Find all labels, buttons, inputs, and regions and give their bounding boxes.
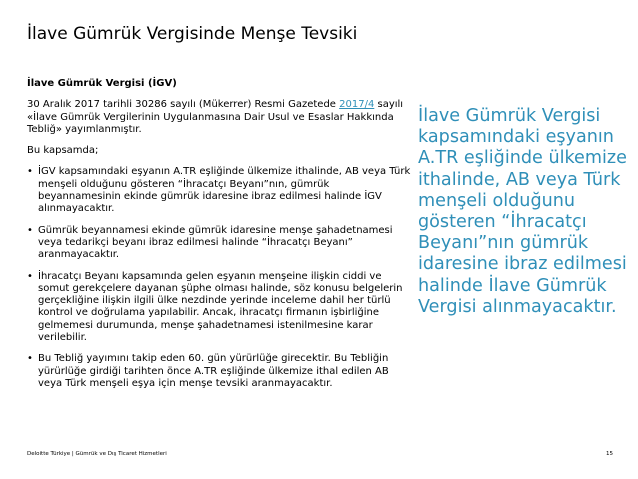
footer-text: Deloitte Türkiye | Gümrük ve Dış Ticaret Hizmetleri bbox=[27, 451, 167, 457]
bullet-text: İGV kapsamındaki eşyanın A.TR eşliğinde ülkemize ithalinde, AB veya Türk menşeli olduğunu gösteren “İhracatçı Beyanı”nın, gümrük beyannamesinin ekinde gümrük idaresine ibraz edilmesi halinde İGV alınmayacaktır. bbox=[38, 166, 411, 215]
bullet-icon: • bbox=[27, 224, 33, 236]
intro-text-start: 30 Aralık 2017 tarihli 30286 sayılı (Mükerrer) Resmi Gazetede bbox=[27, 99, 340, 111]
bullet-item bbox=[27, 225, 412, 262]
bullet-icon: • bbox=[27, 353, 33, 365]
intro-paragraph bbox=[27, 99, 412, 136]
page-number: 15 bbox=[606, 451, 613, 457]
bullet-text: Bu Tebliğ yayımını takip eden 60. gün yürürlüğe girecektir. Bu Tebliğin yürürlüğe girdiği tarihten önce A.TR eşliğinde ülkemize ithal edilen AB veya Türk menşeli eşya için menşe tevsiki aranmayacaktır. bbox=[38, 353, 389, 389]
section-heading: İlave Gümrük Vergisi (İGV) bbox=[27, 78, 177, 89]
regulation-link[interactable]: 2017/4 bbox=[339, 99, 375, 111]
bullet-item bbox=[27, 353, 412, 390]
bullet-icon: • bbox=[27, 270, 33, 282]
bullet-item bbox=[27, 166, 412, 215]
page-title: İlave Gümrük Vergisinde Menşe Tevsiki bbox=[27, 24, 358, 44]
bullet-list bbox=[27, 166, 412, 390]
lead-in-text: Bu kapsamda; bbox=[27, 145, 99, 157]
bullet-text: Gümrük beyannamesi ekinde gümrük idaresine menşe şahadetnamesi veya tedarikçi beyanı ibraz edilmesi halinde “İhracatçı Beyanı” aranmayacaktır. bbox=[38, 224, 393, 261]
bullet-icon: • bbox=[27, 166, 33, 178]
callout-quote: İlave Gümrük Vergisi kapsamındaki eşyanın A.TR eşliğinde ülkemize ithalinde, AB veya Türk menşeli olduğunu gösteren “İhracatçı Beyanı”nın gümrük idaresine ibraz edilmesi halinde İlave Gümrük Vergisi alınmayacaktır. bbox=[418, 106, 627, 317]
intro-text-end: sayılı «İlave Gümrük Vergilerinin Uygulanmasına Dair Usul ve Esaslar Hakkında Tebliğ» yayımlanmıştır. bbox=[27, 99, 404, 135]
bullet-item bbox=[27, 271, 412, 345]
body-text-column bbox=[27, 78, 412, 399]
bullet-text: İhracatçı Beyanı kapsamında gelen eşyanın menşeine ilişkin ciddi ve somut gerekçelere dayanan şüphe olması halinde, söz konusu belgelerin gerçekliğine ilişkin ilgili ülke nezdinde yerinde inceleme dahil her türlü kontrol ve doğrulama yapılabilir. Ancak, ihracatçı firmanın işbirliğine gelmemesi durumunda, menşe şahadetnamesi istenilmesine karar verilebilir. bbox=[38, 270, 403, 344]
